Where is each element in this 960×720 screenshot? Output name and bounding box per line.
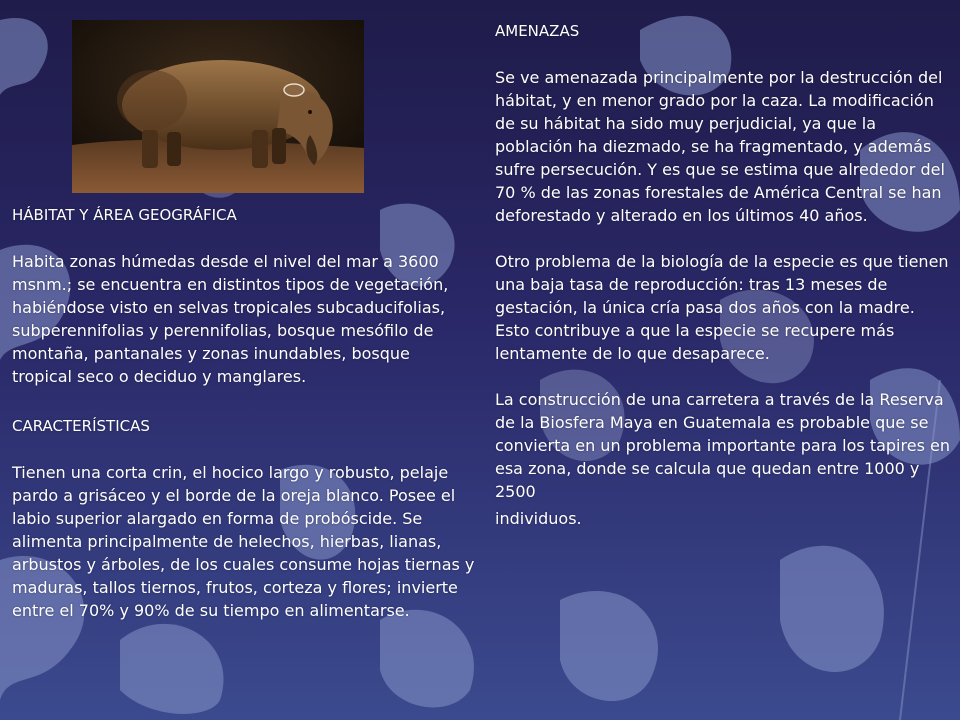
- caracteristicas-heading: CARACTERÍSTICAS: [12, 417, 150, 435]
- leaf-shape: [120, 624, 224, 714]
- habitat-section: [12, 204, 474, 388]
- habitat-body: Habita zonas húmedas desde el nivel del mar a 3600 msnm.; se encuentra en distintos tipos de vegetación, habiéndose visto en selvas tropicales subcaducifolias, subperennifolias y perennifolias, bosque mesófilo de montaña, pantanales y zonas inundables, bosque tropical seco o deciduo y manglares.: [12, 252, 449, 386]
- leaf-shape: [0, 18, 48, 95]
- amenazas-paragraph-3: [495, 388, 953, 530]
- habitat-heading: HÁBITAT Y ÁREA GEOGRÁFICA: [12, 206, 237, 224]
- amenazas-paragraph-3-end: individuos.: [495, 509, 582, 528]
- amenazas-section: [495, 20, 953, 530]
- amenazas-paragraph-2: Otro problema de la biología de la especie es que tienen una baja tasa de reproducción: tras 13 meses de gestación, la única cría pasa dos años con la madre. Esto contribuye a que la especie se recupere más lentamente de lo que desaparece.: [495, 252, 949, 363]
- tapir-image: [72, 20, 364, 193]
- caracteristicas-section: [12, 415, 482, 622]
- tapir-photo: [72, 20, 364, 193]
- amenazas-paragraph-1: Se ve amenazada principalmente por la destrucción del hábitat, y en menor grado por la caza. La modificación de su hábitat ha sido muy perjudicial, ya que la población ha diezmado, se ha fragmentado, y además sufre persecución. Y es que se estima que alrededor del 70 % de las zonas forestales de América Central se han deforestado y alterado en los últimos 40 años.: [495, 68, 945, 225]
- leaf-shape: [380, 610, 474, 708]
- amenazas-paragraph-3-text: La construcción de una carretera a través de la Reserva de la Biosfera Maya en Guatemala es probable que se convierta en un problema importante para los tapires en esa zona, donde se calcula que quedan entre 1000 y 2500: [495, 390, 950, 501]
- leaf-shape: [780, 546, 884, 672]
- amenazas-heading: AMENAZAS: [495, 22, 580, 40]
- caracteristicas-body: Tienen una corta crin, el hocico largo y robusto, pelaje pardo a grisáceo y el borde de la oreja blanco. Posee el labio superior alargado en forma de probóscide. Se alimenta principalmente de helechos, hierbas, lianas, arbustos y árboles, de los cuales consume hojas tiernas y maduras, tallos tiernos, frutos, corteza y flores; invierte entre el 70% y 90% de su tiempo en alimentarse.: [12, 463, 475, 620]
- leaf-shape: [560, 591, 658, 701]
